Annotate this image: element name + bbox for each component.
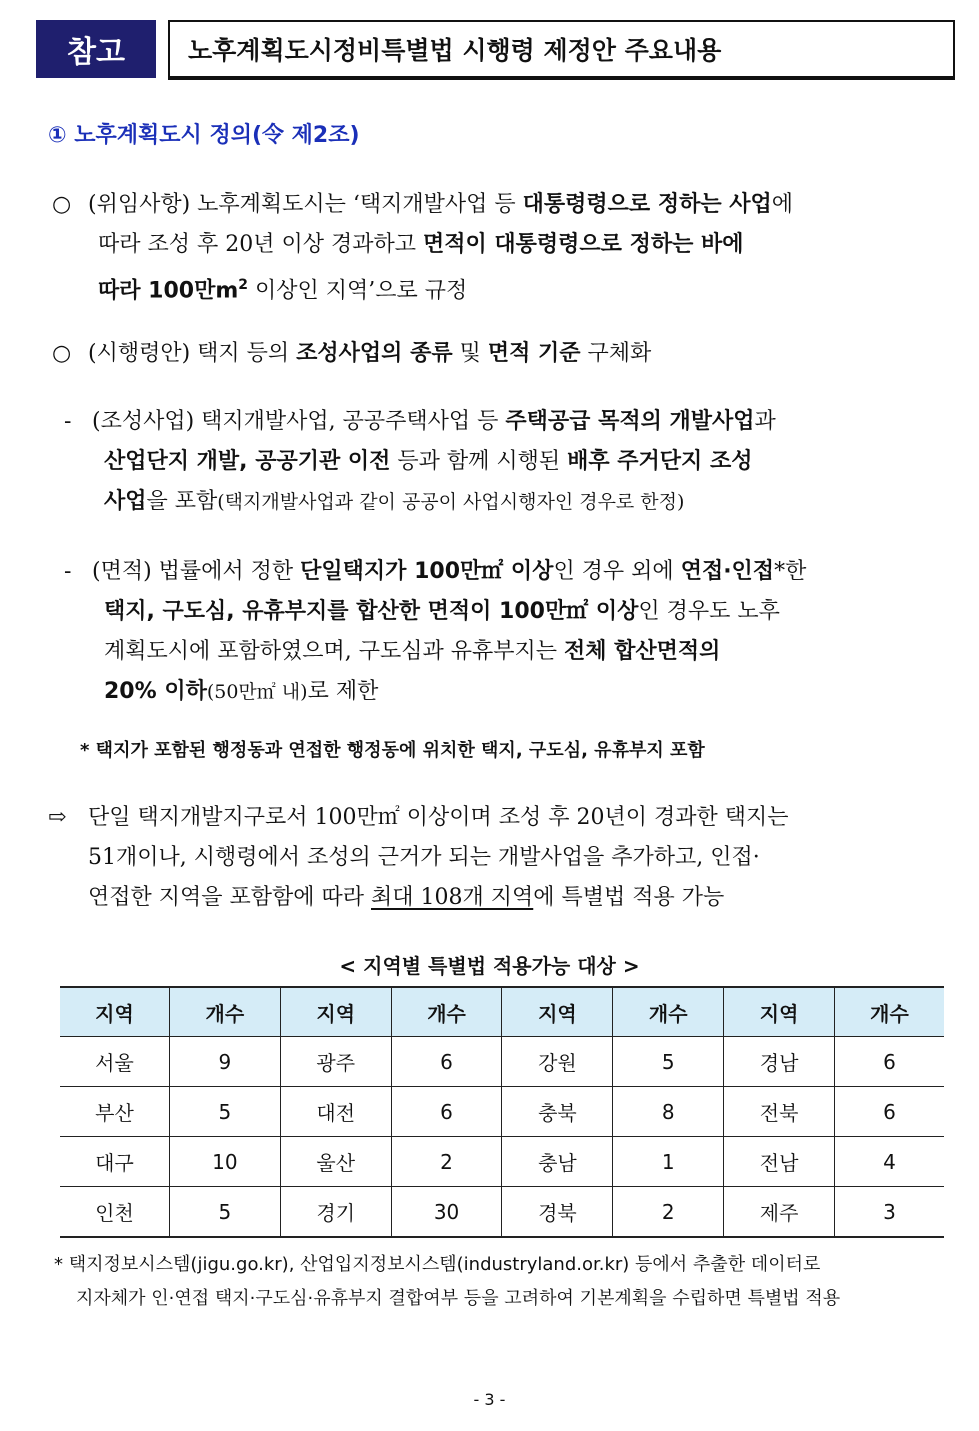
table-cell: 3 <box>835 1187 945 1238</box>
table-cell: 충남 <box>502 1137 613 1187</box>
section-title: ① 노후계획도시 정의(令 제2조) <box>48 123 360 148</box>
paragraph-area <box>64 552 806 712</box>
text-run-bold: 대통령령으로 정하는 사업 <box>522 192 772 217</box>
column-header: 지역 <box>724 987 835 1037</box>
text-run-bold: 면적 기준 <box>487 341 581 366</box>
text-run-bold: 배후 주거단지 조성 <box>567 449 753 474</box>
text-run: (위임사항) 노후계획도시는 ‘택지개발사업 등 <box>88 192 523 217</box>
table-row <box>60 1037 944 1087</box>
text-run: (시행령안) 택지 등의 <box>88 341 297 366</box>
paragraph-line <box>52 334 651 374</box>
paragraph-line: 51개이나, 시행령에서 조성의 근거가 되는 개발사업을 추가하고, 인접· <box>88 845 760 870</box>
paragraph-line <box>88 265 793 311</box>
text-run-bold: 주택공급 목적의 개발사업 <box>505 409 755 434</box>
text-run-bold: 산업단지 개발, 공공기관 이전 <box>104 449 391 474</box>
text-run: 계획도시에 포함하였으며, 구도심과 유휴부지는 <box>104 639 565 664</box>
paragraph-line <box>92 632 806 672</box>
table-cell: 대전 <box>280 1087 391 1137</box>
text-run-small: (50만㎡ 내) <box>206 681 308 703</box>
data-source-footnote <box>54 1248 840 1316</box>
text-run-bold: 전체 합산면적의 <box>564 639 721 664</box>
table-caption: < 지역별 특별법 적용가능 대상 > <box>339 954 640 978</box>
table-row <box>60 1087 944 1137</box>
text-run: 이상인 지역’으로 규정 <box>248 278 468 304</box>
table-cell: 제주 <box>724 1187 835 1238</box>
text-run: 에 특별법 적용 가능 <box>533 885 725 910</box>
table-cell: 경북 <box>502 1187 613 1238</box>
table-cell: 경기 <box>280 1187 391 1238</box>
table-cell: 6 <box>391 1087 502 1137</box>
footnote-line: * 택지정보시스템(jigu.go.kr), 산업입지정보시스템(industryland.or.kr) 등에서 추출한 데이터로 <box>54 1254 821 1275</box>
right-arrow-icon: ⇨ <box>48 805 67 830</box>
superscript: 2 <box>238 277 249 293</box>
text-run: *한 <box>774 559 807 584</box>
table-cell: 5 <box>169 1187 280 1238</box>
reference-label: 참고 <box>36 20 156 78</box>
column-header: 개수 <box>835 987 945 1037</box>
table-cell: 서울 <box>60 1037 169 1087</box>
paragraph-line <box>92 482 776 522</box>
table-cell: 6 <box>835 1037 945 1087</box>
text-run-bold: 조성사업의 종류 <box>296 341 453 366</box>
text-run: 인 경우 외에 <box>553 559 681 584</box>
footnote-line: 지자체가 인·연접 택지·구도심·유휴부지 결합여부 등을 고려하여 기본계획을 수립하면 특별법 적용 <box>76 1288 841 1309</box>
paragraph-projects <box>64 402 776 522</box>
paragraph-line <box>92 402 776 442</box>
text-run: 및 <box>452 341 488 366</box>
text-run: 과 <box>754 409 776 434</box>
table-cell: 강원 <box>502 1037 613 1087</box>
region-count-table <box>60 986 944 1238</box>
table-cell: 전남 <box>724 1137 835 1187</box>
text-run: 따라 조성 후 20년 이상 경과하고 <box>98 232 423 257</box>
table-cell: 9 <box>169 1037 280 1087</box>
text-run: 인 경우도 노후 <box>638 599 780 624</box>
text-run: (면적) 법률에서 정한 <box>92 559 301 584</box>
table-cell: 4 <box>835 1137 945 1187</box>
table-cell: 충북 <box>502 1087 613 1137</box>
table-cell: 6 <box>835 1087 945 1137</box>
document-title: 노후계획도시정비특별법 시행령 제정안 주요내용 <box>168 20 955 80</box>
table-cell: 5 <box>169 1087 280 1137</box>
table-cell: 경남 <box>724 1037 835 1087</box>
text-run-bold: 면적이 대통령령으로 정하는 바에 <box>422 232 744 257</box>
text-run: (조성사업) 택지개발사업, 공공주택사업 등 <box>92 409 506 434</box>
table-row <box>60 1137 944 1187</box>
text-run-small: (택지개발사업과 같이 공공이 사업시행자인 경우로 한정) <box>217 491 685 513</box>
text-run-bold: 따라 100만m <box>98 278 239 304</box>
paragraph-line: 단일 택지개발지구로서 100만㎡ 이상이며 조성 후 20년이 경과한 택지는 <box>88 805 789 830</box>
table-cell: 2 <box>391 1137 502 1187</box>
text-run: 연접한 지역을 포함함에 따라 <box>88 885 371 910</box>
table-cell: 8 <box>613 1087 724 1137</box>
table-cell: 부산 <box>60 1087 169 1137</box>
column-header: 개수 <box>613 987 724 1037</box>
paragraph-line <box>88 225 793 265</box>
adjacency-note: * 택지가 포함된 행정동과 연접한 행정동에 위치한 택지, 구도심, 유휴부지 포함 <box>80 740 705 761</box>
table-cell: 1 <box>613 1137 724 1187</box>
dash-bullet: - <box>64 409 72 434</box>
text-run-bold: 단일택지가 100만㎡ 이상 <box>300 559 554 584</box>
paragraph-line <box>92 442 776 482</box>
text-run: 등과 함께 시행된 <box>390 449 568 474</box>
table-cell: 인천 <box>60 1187 169 1238</box>
table-cell: 광주 <box>280 1037 391 1087</box>
circle-bullet: ○ <box>52 192 72 217</box>
paragraph-conclusion <box>48 798 789 918</box>
text-run-bold: 20% 이하 <box>104 679 207 704</box>
paragraph-line <box>88 878 789 918</box>
text-run: 을 포함 <box>146 489 218 514</box>
table-cell: 5 <box>613 1037 724 1087</box>
column-header: 지역 <box>280 987 391 1037</box>
table-cell: 전북 <box>724 1087 835 1137</box>
paragraph-line <box>92 552 806 592</box>
table-cell: 6 <box>391 1037 502 1087</box>
dash-bullet: - <box>64 559 72 584</box>
table-header-row <box>60 987 944 1037</box>
table-cell: 10 <box>169 1137 280 1187</box>
circle-bullet: ○ <box>52 341 72 366</box>
page-number: - 3 - <box>473 1390 506 1409</box>
table-cell: 울산 <box>280 1137 391 1187</box>
text-run-bold: 택지, 구도심, 유휴부지를 합산한 면적이 100만㎡ 이상 <box>104 599 639 624</box>
table-cell: 대구 <box>60 1137 169 1187</box>
column-header: 개수 <box>391 987 502 1037</box>
table-row <box>60 1187 944 1238</box>
text-run-bold: 연접·인접 <box>680 559 775 584</box>
table-cell: 30 <box>391 1187 502 1238</box>
text-run: 구체화 <box>580 341 652 366</box>
column-header: 개수 <box>169 987 280 1037</box>
column-header: 지역 <box>60 987 169 1037</box>
text-run: 로 제한 <box>307 679 379 704</box>
text-run-bold: 사업 <box>104 489 147 514</box>
text-run-underlined: 최대 108개 지역 <box>371 885 534 910</box>
text-run: 에 <box>771 192 794 217</box>
paragraph-enforcement <box>52 334 651 374</box>
paragraph-delegation <box>52 185 793 311</box>
paragraph-line <box>92 672 806 712</box>
paragraph-line <box>88 185 793 225</box>
table-cell: 2 <box>613 1187 724 1238</box>
paragraph-line <box>92 592 806 632</box>
column-header: 지역 <box>502 987 613 1037</box>
